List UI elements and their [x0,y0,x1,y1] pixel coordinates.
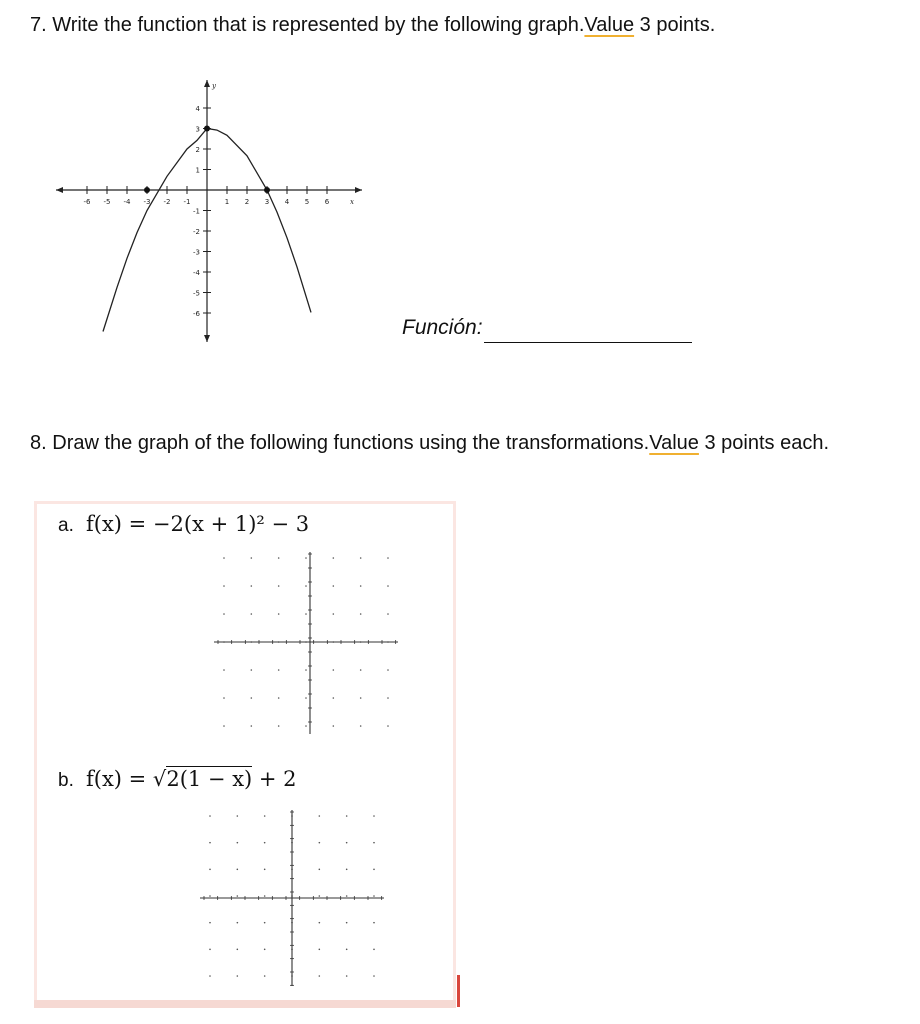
question-7-graph [50,74,370,346]
grid-dot [209,815,211,817]
grid-dot [251,725,253,727]
grid-dot [278,669,280,671]
grid-dot [237,975,239,977]
item-b-radicand: 2(1 − x) [166,767,253,791]
grid-dot [360,585,362,587]
y-tick-label: -4 [193,269,200,277]
item-a-blank-grid[interactable] [210,548,402,738]
grid-dot [387,725,389,727]
function-answer-blank[interactable] [484,342,692,343]
x-tick-label: -2 [163,198,171,206]
grid-dot [346,895,348,897]
panel-bottom-border [34,1000,456,1008]
y-axis-arrow-down [204,335,210,342]
x-tick-label: -6 [83,198,91,206]
grid-dot [319,895,321,897]
x-axis-arrow-right [355,187,362,193]
y-tick-label: -6 [193,310,200,318]
item-a-label: a. [58,515,74,536]
grid-dot [387,669,389,671]
y-tick-label: 4 [195,105,200,113]
grid-dot [223,613,225,615]
question-8-text: Draw the graph of the following functions using the transformations. [52,432,650,454]
grid-dot [264,869,266,871]
grid-dot [278,697,280,699]
grid-dot [209,922,211,924]
marked-point [264,187,270,193]
grid-dot [251,669,253,671]
grid-dot [333,613,335,615]
x-tick-label: 5 [304,198,310,206]
grid-dot [360,669,362,671]
grid-dot [237,869,239,871]
grid-dot [319,869,321,871]
grid-dot [373,949,375,951]
grid-dot [305,697,307,699]
y-tick-label: -2 [193,228,200,236]
y-tick-label: -1 [193,207,200,216]
grid-dot [346,949,348,951]
grid-dot [333,669,335,671]
x-tick-label: -5 [103,198,111,206]
x-tick-label: 1 [224,198,230,206]
y-axis-label: y [212,82,216,90]
item-b-formula-start: f(x) = √ [85,767,167,791]
item-b-label: b. [58,770,74,791]
grid-dot [346,815,348,817]
grid-dot [373,895,375,897]
question-7-points: 3 points. [634,14,716,36]
grid-dot [373,815,375,817]
grid-dot [223,585,225,587]
x-tick-label: 6 [324,198,330,206]
grid-dot [209,869,211,871]
marked-point [144,187,150,193]
grid-dot [251,585,253,587]
grid-dot [333,557,335,559]
grid-dot [209,842,211,844]
grid-dot [264,922,266,924]
grid-dot [319,922,321,924]
grid-dot [373,842,375,844]
grid-dot [251,613,253,615]
x-tick-label: -3 [143,198,151,206]
y-tick-label: 2 [195,146,200,154]
grid-dot [319,949,321,951]
x-tick-label: 3 [264,198,270,206]
grid-dot [209,949,211,951]
item-b [58,766,297,792]
grid-dot [346,975,348,977]
x-tick-label: 4 [284,198,290,206]
grid-dot [278,585,280,587]
grid-dot [387,613,389,615]
grid-dot [264,949,266,951]
grid-dot [237,922,239,924]
item-a-formula: f(x) = −2(x + 1)² − 3 [85,512,310,536]
grid-dot [264,895,266,897]
grid-dot [251,697,253,699]
grid-dot [319,815,321,817]
grid-dot [333,697,335,699]
y-axis-arrow-up [204,80,210,87]
grid-dot [209,975,211,977]
grid-dot [209,895,211,897]
grid-dot [346,842,348,844]
grid-dot [387,585,389,587]
grid-dot [319,975,321,977]
grid-dot [278,725,280,727]
question-8-value-word: Value [649,432,699,454]
grid-dot [319,842,321,844]
grid-dot [278,557,280,559]
grid-dot [333,725,335,727]
grid-dot [264,815,266,817]
x-tick-label: 2 [244,198,250,206]
grid-dot [360,725,362,727]
grid-dot [305,557,307,559]
question-8-number: 8. [30,432,47,454]
y-tick-label: 1 [195,166,200,175]
y-tick-label: -5 [193,289,200,298]
grid-dot [223,669,225,671]
grid-dot [360,613,362,615]
grid-dot [373,975,375,977]
grid-dot [346,922,348,924]
grid-dot [264,842,266,844]
grid-dot [346,869,348,871]
item-b-blank-grid[interactable] [196,806,388,990]
grid-dot [305,669,307,671]
grid-dot [264,975,266,977]
question-7-value-word: Value [584,14,635,36]
grid-dot [387,697,389,699]
grid-dot [251,557,253,559]
grid-dot [305,613,307,615]
item-a [58,511,309,537]
function-label: Función: [402,316,483,339]
item-b-formula-end: + 2 [252,767,297,791]
grid-dot [360,697,362,699]
grid-dot [387,557,389,559]
y-tick-label: 3 [195,125,200,134]
grid-dot [305,725,307,727]
grid-dot [237,842,239,844]
grid-dot [360,557,362,559]
grid-dot [223,697,225,699]
grid-dot [278,613,280,615]
grid-dot [305,585,307,587]
question-7 [30,14,715,37]
question-8-points: 3 points each. [698,432,830,454]
grid-dot [237,815,239,817]
x-axis-arrow-left [56,187,63,193]
resize-caret[interactable] [457,975,460,1007]
grid-dot [237,895,239,897]
grid-dot [333,585,335,587]
x-axis-label: x [350,198,354,206]
grid-dot [237,949,239,951]
item-b-formula [86,766,297,791]
x-tick-label: -1 [183,198,191,206]
y-tick-label: -3 [193,248,200,257]
marked-point [204,126,210,132]
x-tick-label: -4 [123,198,131,206]
question-7-number: 7. [30,14,47,36]
question-7-text: Write the function that is represented by the following graph. [52,14,585,36]
grid-dot [223,557,225,559]
grid-dot [223,725,225,727]
grid-dot [373,922,375,924]
question-8 [30,432,829,455]
grid-dot [373,869,375,871]
